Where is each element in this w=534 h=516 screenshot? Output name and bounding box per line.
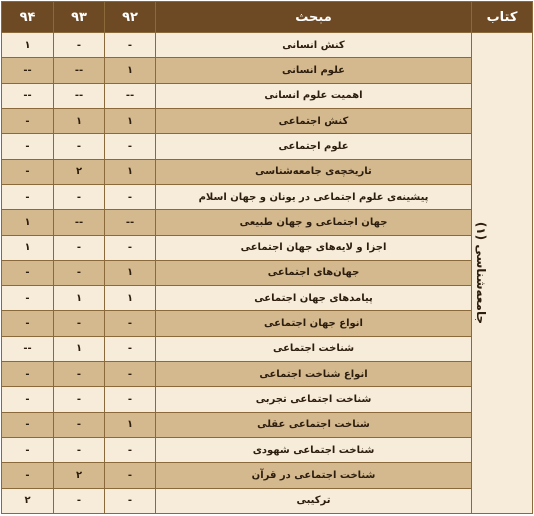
year-93-cell: ۱ [54,108,105,133]
exam-topics-table [1,1,533,514]
year-94-cell: - [2,387,54,412]
year-93-cell: - [54,33,105,58]
topic-cell: شناخت اجتماعی تجربی [156,387,472,412]
year-93-cell: - [54,184,105,209]
year-92-cell: -- [105,210,156,235]
topic-cell: شناخت اجتماعی در قرآن [156,463,472,488]
table-row [2,336,533,361]
topic-cell: اجزا و لایه‌های جهان اجتماعی [156,235,472,260]
table-row [2,286,533,311]
year-94-cell: - [2,134,54,159]
year-92-cell: - [105,235,156,260]
header-year-94: ۹۴ [2,2,54,33]
year-93-cell: - [54,235,105,260]
year-92-cell: - [105,336,156,361]
table-row [2,260,533,285]
year-94-cell: ۱ [2,33,54,58]
topic-cell: تاریخچه‌ی جامعه‌شناسی [156,159,472,184]
year-92-cell: - [105,311,156,336]
table-row [2,235,533,260]
year-92-cell: - [105,438,156,463]
year-94-cell: - [2,184,54,209]
table-row [2,412,533,437]
year-94-cell: - [2,412,54,437]
topic-cell: انواع جهان اجتماعی [156,311,472,336]
year-93-cell: - [54,311,105,336]
year-92-cell: - [105,488,156,513]
table-row [2,387,533,412]
year-92-cell: - [105,134,156,159]
year-94-cell: ۱ [2,235,54,260]
table-row [2,488,533,513]
table-row [2,438,533,463]
book-cell [472,33,533,514]
table-row [2,108,533,133]
table-row [2,184,533,209]
year-94-cell: -- [2,58,54,83]
table-body [2,33,533,514]
year-93-cell: -- [54,210,105,235]
year-94-cell: ۲ [2,488,54,513]
table-row [2,311,533,336]
year-94-cell: - [2,463,54,488]
year-94-cell: - [2,260,54,285]
table-row [2,58,533,83]
table-row [2,33,533,58]
table-row [2,159,533,184]
topic-cell: شناخت اجتماعی شهودی [156,438,472,463]
topic-cell: شناخت اجتماعی [156,336,472,361]
table-row [2,362,533,387]
topic-cell: کنش اجتماعی [156,108,472,133]
year-93-cell: ۱ [54,286,105,311]
year-92-cell: ۱ [105,260,156,285]
table-row [2,210,533,235]
year-93-cell: - [54,438,105,463]
topic-cell: شناخت اجتماعی عقلی [156,412,472,437]
year-94-cell: -- [2,336,54,361]
header-row [2,2,533,33]
year-93-cell: -- [54,83,105,108]
topic-cell: جهان اجتماعی و جهان طبیعی [156,210,472,235]
year-94-cell: - [2,311,54,336]
topic-cell: کنش انسانی [156,33,472,58]
year-92-cell: - [105,33,156,58]
year-94-cell: - [2,362,54,387]
header-year-92: ۹۲ [105,2,156,33]
topic-cell: اهمیت علوم انسانی [156,83,472,108]
table-row [2,83,533,108]
year-93-cell: ۲ [54,463,105,488]
year-92-cell: ۱ [105,412,156,437]
year-94-cell: ۱ [2,210,54,235]
header-book: کتاب [472,2,533,33]
year-93-cell: - [54,134,105,159]
year-92-cell: ۱ [105,159,156,184]
book-name: جامعه‌شناسی (۱) [473,221,488,325]
topic-cell: علوم انسانی [156,58,472,83]
year-94-cell: - [2,159,54,184]
topic-cell: انواع شناخت اجتماعی [156,362,472,387]
year-92-cell: -- [105,83,156,108]
year-93-cell: ۲ [54,159,105,184]
header-topic: مبحث [156,2,472,33]
year-93-cell: ۱ [54,336,105,361]
topic-cell: پیامدهای جهان اجتماعی [156,286,472,311]
year-92-cell: ۱ [105,108,156,133]
year-94-cell: - [2,108,54,133]
year-93-cell: -- [54,58,105,83]
header-year-93: ۹۳ [54,2,105,33]
year-94-cell: - [2,438,54,463]
year-92-cell: ۱ [105,286,156,311]
year-94-cell: -- [2,83,54,108]
year-92-cell: - [105,184,156,209]
year-93-cell: - [54,387,105,412]
year-94-cell: - [2,286,54,311]
year-93-cell: - [54,260,105,285]
year-92-cell: ۱ [105,58,156,83]
year-92-cell: - [105,362,156,387]
table-row [2,134,533,159]
year-93-cell: - [54,488,105,513]
topic-cell: ترکیبی [156,488,472,513]
year-92-cell: - [105,463,156,488]
topic-cell: علوم اجتماعی [156,134,472,159]
topic-cell: پیشینه‌ی علوم اجتماعی در یونان و جهان اسلام [156,184,472,209]
table-row [2,463,533,488]
topic-cell: جهان‌های اجتماعی [156,260,472,285]
year-93-cell: - [54,412,105,437]
year-92-cell: - [105,387,156,412]
year-93-cell: - [54,362,105,387]
